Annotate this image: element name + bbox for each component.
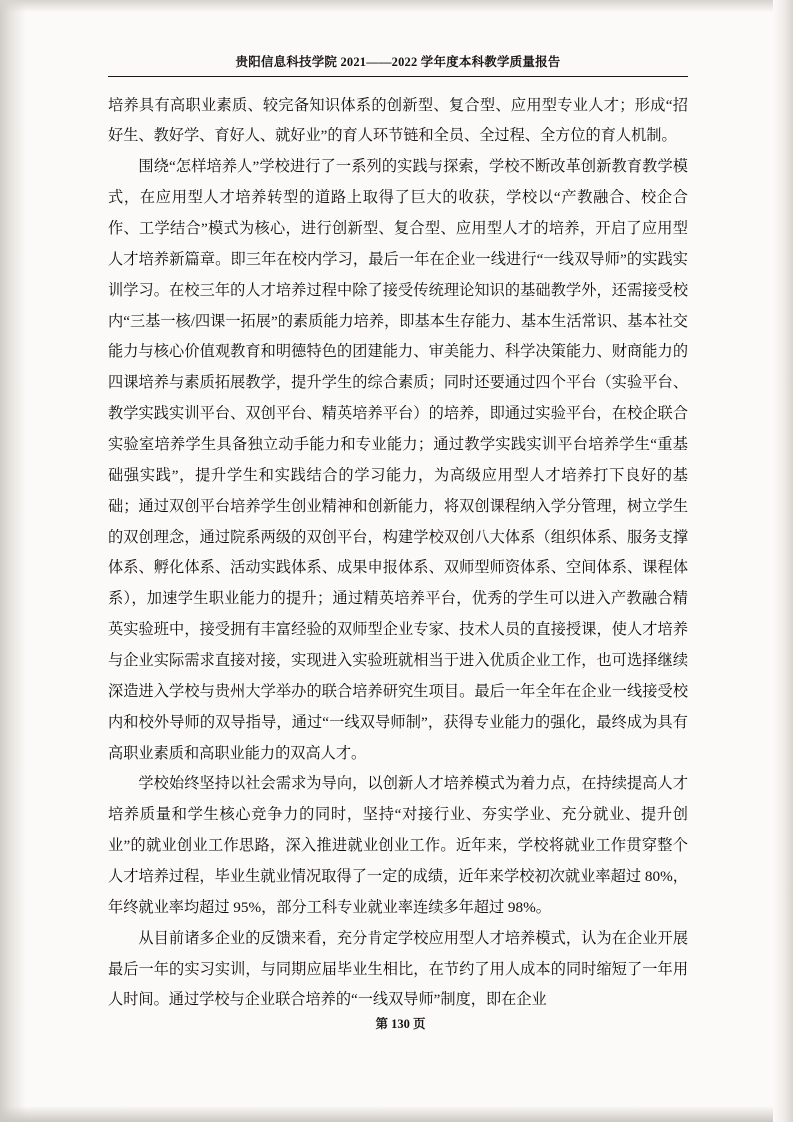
page-number-footer: 第 130 页: [375, 1017, 426, 1031]
header-divider-rule: [108, 76, 688, 77]
running-header: 贵阳信息科技学院 2021——2022 学年度本科教学质量报告: [235, 55, 561, 69]
paragraph: 学校始终坚持以社会需求为导向，以创新人才培养模式为着力点，在持续提高人才培养质量和学生核心竞争力的同时，坚持“对接行业、夯实学业、充分就业、提升创业”的就业创业工作思路，深入推进就业创业工作。近年来，学校将就业工作贯穿整个人才培养过程，毕业生就业情况取得了一定的成绩，近年来学校初次就业率超过 80%，年终就业率均超过 95%，部分工科专业就业率连续多年超过 98%。: [108, 775, 688, 916]
paragraph: 围绕“怎样培养人”学校进行了一系列的实践与探索，学校不断改革创新教育教学模式，在应用型人才培养转型的道路上取得了巨大的收获，学校以“产教融合、校企合作、工学结合”模式为核心，进行创新型、复合型、应用型人才的培养，开启了应用型人才培养新篇章。即三年在校内学习，最后一年在企业一线进行“一线双导师”的实践实训学习。在校三年的人才培养过程中除了接受传统理论知识的基础教学外，还需接受校内“三基一核/四课一拓展”的素质能力培养，即基本生存能力、基本生活常识、基本社交能力与核心价值观教育和明德特色的团建能力、审美能力、科学决策能力、财商能力的四课培养与素质拓展教学，提升学生的综合素质；同时还要通过四个平台（实验平台、教学实践实训平台、双创平台、精英培养平台）的培养，即通过实验平台，在校企联合实验室培养学生具备独立动手能力和专业能力；通过教学实践实训平台培养学生“重基础强实践”，提升学生和实践结合的学习能力，为高级应用型人才培养打下良好的基础；通过双创平台培养学生创业精神和创新能力，将双创课程纳入学分管理，树立学生的双创理念，通过院系两级的双创平台，构建学校双创八大体系（组织体系、服务支撑体系、孵化体系、活动实践体系、成果申报体系、双师型师资体系、空间体系、课程体系），加速学生职业能力的提升；通过精英培养平台，优秀的学生可以进入产教融合精英实验班中，接受拥有丰富经验的双师型企业专家、技术人员的直接授课，使人才培养与企业实际需求直接对接，实现进入实验班就相当于进入优质企业工作，也可选择继续深造进入学校与贵州大学举办的联合培养研究生项目。最后一年全年在企业一线接受校内和校外导师的双导指导，通过“一线双导师制”，获得专业能力的强化，最终成为具有高职业素质和高职业能力的双高人才。: [108, 158, 688, 762]
page-bottom-shadow: [0, 1106, 793, 1122]
paragraph: 从目前诸多企业的反馈来看，充分肯定学校应用型人才培养模式，认为在企业开展最后一年的实习实训，与同期应届毕业生相比，在节约了用人成本的同时缩短了一年用人时间。通过学校与企业联合培养的“一线双导师”制度，即在企业: [108, 929, 688, 1009]
paragraph: 培养具有高职业素质、较完备知识体系的创新型、复合型、应用型专业人才；形成“招好生、教好学、育好人、就好业”的育人环节链和全员、全过程、全方位的育人机制。: [108, 96, 688, 145]
body-text-block: [108, 91, 688, 1017]
page-content: [108, 54, 688, 1064]
page-top-shadow: [0, 0, 793, 12]
